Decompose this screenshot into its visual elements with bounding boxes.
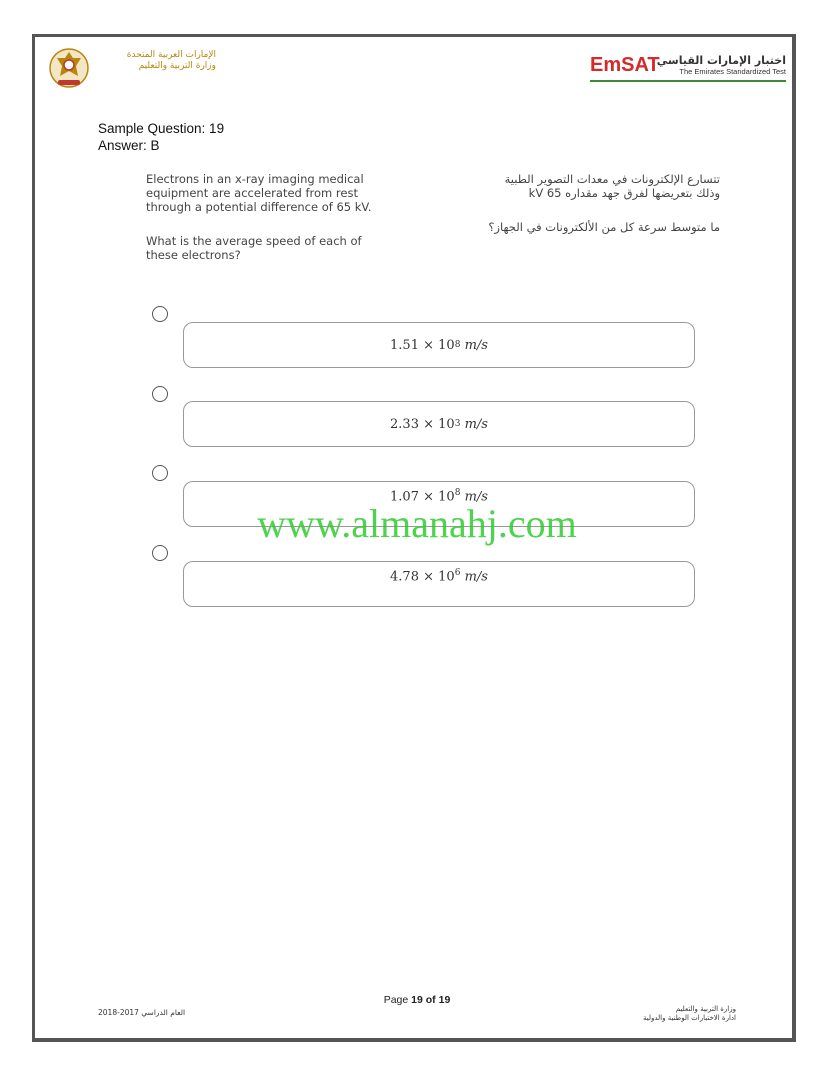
uae-emblem-logo	[48, 44, 90, 90]
option-d-unit: m/s	[464, 569, 488, 585]
page-prefix: Page	[383, 994, 409, 1006]
emsat-subtitle: The Emirates Standardized Test	[679, 67, 786, 76]
option-d-mantissa: 4.78	[390, 569, 419, 585]
option-b-radio[interactable]	[152, 386, 168, 402]
emsat-arabic-title: اختبار الإمارات القياسي	[656, 54, 786, 67]
option-a-exponent: 8	[454, 340, 461, 350]
option-b-exponent: 3	[454, 419, 461, 429]
option-b-mantissa: 2.33	[390, 416, 419, 432]
sample-question-label: Sample Question: 19	[98, 121, 225, 136]
footer-ministry-line2: ادارة الاختبارات الوطنية والدولية	[642, 1014, 736, 1022]
footer-ministry-line1: وزارة التربية والتعليم	[675, 1005, 736, 1013]
footer-ministry	[560, 1005, 736, 1023]
option-c-unit: m/s	[464, 489, 488, 505]
arabic-stem-line1: تتسارع الإلكترونات في معدات التصوير الطبية	[504, 172, 720, 186]
option-c-mantissa: 1.07	[390, 489, 419, 505]
uae-ministry-line1: الإمارات العربية المتحدة	[126, 50, 216, 60]
emsat-wordmark: EmSAT	[590, 54, 660, 76]
option-d-exponent: 6	[454, 567, 461, 578]
emsat-underline	[590, 80, 786, 82]
option-d-box[interactable]: $4.78 \times 10^6$ m/s	[183, 561, 695, 607]
option-b-unit: m/s	[464, 416, 488, 432]
option-a-box[interactable]: 1.51 × 10 8 m/s	[183, 322, 695, 368]
arabic-stem-line2: وذلك بتعريضها لفرق جهد مقداره 65 kV	[528, 186, 720, 200]
arabic-question-text: ما متوسط سرعة كل من الألكترونات في الجهاز؟	[488, 220, 720, 234]
uae-ministry-text	[96, 50, 216, 72]
arabic-stem	[440, 172, 720, 234]
page-total: 19	[438, 994, 451, 1006]
option-c-radio[interactable]	[152, 465, 168, 481]
option-c-box[interactable]: $1.07 \times 10^8$ m/s	[183, 481, 695, 527]
question-header	[98, 120, 224, 154]
english-question-text: What is the average speed of each of these electrons?	[146, 234, 362, 262]
option-a-radio[interactable]	[152, 306, 168, 322]
page-of: of	[425, 994, 436, 1006]
uae-ministry-line2: وزارة التربية والتعليم	[138, 61, 216, 71]
english-stem-text: Electrons in an x-ray imaging medical equipment are accelerated from rest through a potential difference of 65 kV.	[146, 172, 372, 214]
option-a-unit: m/s	[464, 337, 488, 353]
answer-label: Answer: B	[98, 138, 160, 153]
option-a-mantissa: 1.51	[390, 337, 419, 353]
page-current: 19	[411, 994, 423, 1006]
option-b-box[interactable]: 2.33 × 10 3 m/s	[183, 401, 695, 447]
watermark: www.almanahj.com	[257, 501, 577, 546]
academic-year: العام الدراسي 2017-2018	[98, 1008, 186, 1017]
english-stem	[146, 172, 396, 262]
option-d-radio[interactable]	[152, 545, 168, 561]
option-c-exponent: 8	[454, 487, 461, 498]
